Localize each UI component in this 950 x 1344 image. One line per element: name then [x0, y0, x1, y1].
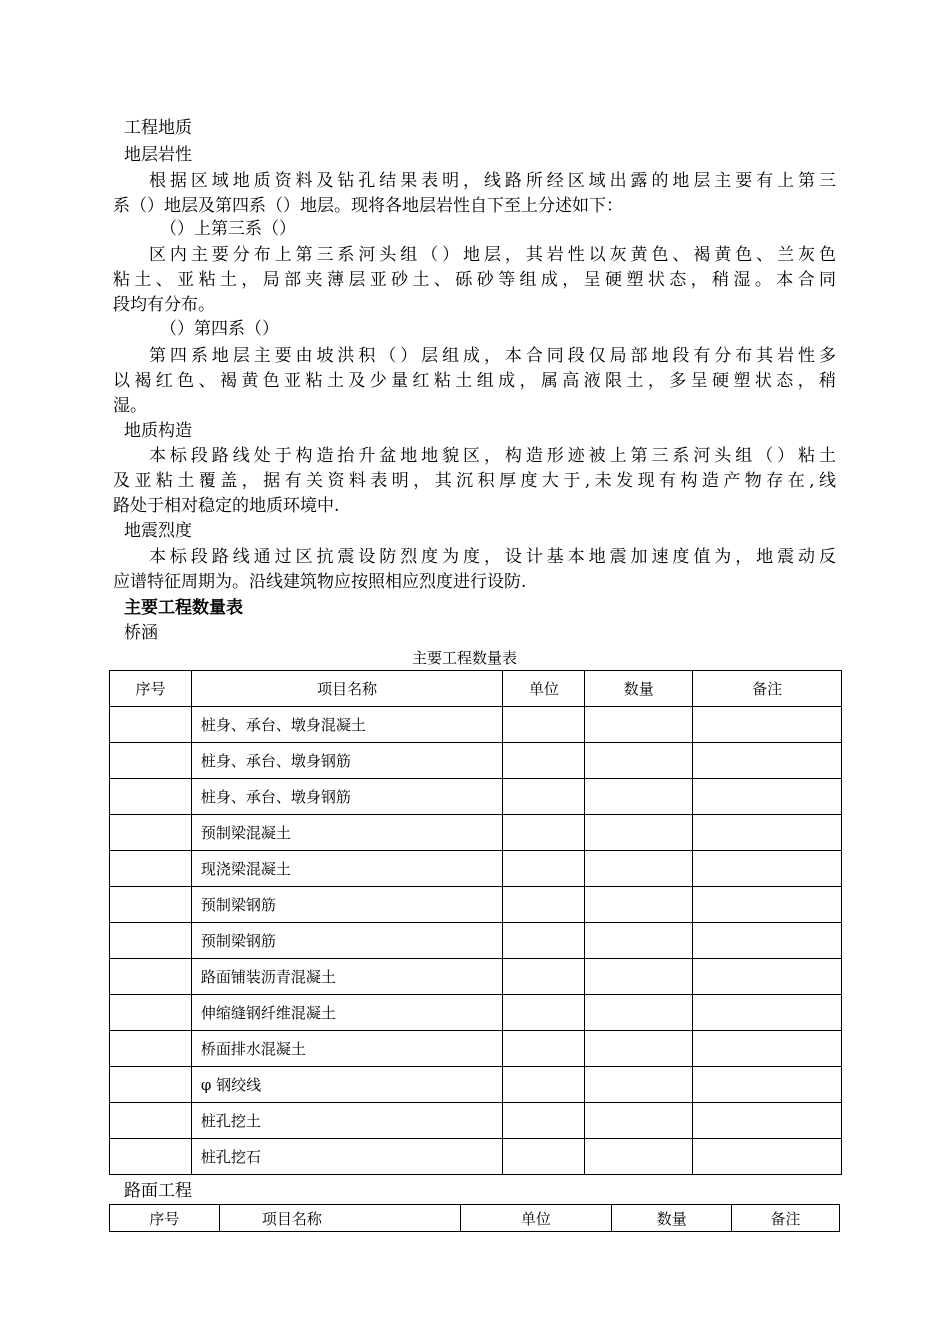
heading-quaternary: （）第四系（） [160, 319, 279, 339]
table-row [110, 959, 842, 995]
heading-geological-structure: 地质构造 [124, 421, 192, 441]
paragraph-line: 第四系地层主要由坡洪积（）层组成，本合同段仅局部地段有分布其岩性多 [149, 346, 836, 366]
item-name-cell: 预制梁钢筋 [191, 887, 503, 923]
paragraph-line: 及亚粘土覆盖，据有关资料表明，其沉积厚度大于,未发现有构造产物存在,线 [113, 471, 836, 491]
paragraph-line: 系（）地层及第四系（）地层。现将各地层岩性自下至上分述如下： [113, 196, 623, 216]
item-name-cell: 路面铺装沥青混凝土 [191, 959, 503, 995]
header-cell: 单位 [503, 671, 585, 707]
paragraph-line: 路处于相对稳定的地质环境中. [113, 496, 340, 516]
item-name-cell: 桥面排水混凝土 [191, 1031, 503, 1067]
table-row [110, 779, 842, 815]
header-cell: 序号 [110, 1205, 220, 1232]
table-row [110, 707, 842, 743]
header-cell: 备注 [693, 671, 842, 707]
table-row [110, 887, 842, 923]
item-name-cell: 桩孔挖石 [191, 1139, 503, 1175]
table-row [110, 923, 842, 959]
heading-seismic-intensity: 地震烈度 [124, 521, 192, 541]
header-cell: 项目名称 [191, 671, 503, 707]
header-cell: 数量 [612, 1205, 732, 1232]
pavement-quantity-table [109, 1204, 840, 1232]
header-cell: 数量 [585, 671, 693, 707]
item-name-cell: 伸缩缝钢纤维混凝土 [191, 995, 503, 1031]
item-name-cell: 桩身、承台、墩身钢筋 [191, 779, 503, 815]
paragraph-line: 本标段路线通过区抗震设防烈度为度，设计基本地震加速度值为，地震动反 [149, 547, 836, 567]
paragraph-line: 根据区域地质资料及钻孔结果表明，线路所经区域出露的地层主要有上第三 [149, 171, 836, 191]
table-row [110, 1067, 842, 1103]
header-cell: 项目名称 [219, 1205, 460, 1232]
table-row [110, 995, 842, 1031]
header-cell: 单位 [460, 1205, 612, 1232]
item-name-cell: 桩身、承台、墩身钢筋 [191, 743, 503, 779]
paragraph-line: 本标段路线处于构造抬升盆地地貌区，构造形迹被上第三系河头组（）粘土 [149, 446, 836, 466]
header-cell: 序号 [110, 671, 192, 707]
heading-strata-lithology: 地层岩性 [124, 145, 192, 165]
table-row [110, 743, 842, 779]
table-row [110, 1103, 842, 1139]
paragraph-line: 以褐红色、褐黄色亚粘土及少量红粘土组成，属高液限土，多呈硬塑状态，稍 [113, 371, 836, 391]
paragraph-line: 应谱特征周期为。沿线建筑物应按照相应烈度进行设防. [113, 572, 527, 592]
item-name-cell: φ 钢绞线 [191, 1067, 503, 1103]
bridge-quantity-table [109, 670, 842, 1175]
item-name-cell: 桩身、承台、墩身混凝土 [191, 707, 503, 743]
table-row [110, 1139, 842, 1175]
heading-pavement-works: 路面工程 [124, 1181, 192, 1201]
table-row [110, 851, 842, 887]
paragraph-line: 段均有分布。 [113, 295, 215, 315]
table-header-row [110, 1205, 840, 1232]
header-cell: 备注 [732, 1205, 840, 1232]
heading-engineering-geology: 工程地质 [124, 118, 192, 138]
heading-bridges-culverts: 桥涵 [124, 623, 158, 643]
table-header-row [110, 671, 842, 707]
heading-main-quantity-table: 主要工程数量表 [124, 598, 243, 618]
heading-tertiary: （）上第三系（） [160, 219, 296, 239]
paragraph-line: 粘土、亚粘土，局部夹薄层亚砂土、砾砂等组成，呈硬塑状态，稍湿。本合同 [113, 270, 836, 290]
paragraph-line: 区内主要分布上第三系河头组（）地层，其岩性以灰黄色、褐黄色、兰灰色 [149, 245, 836, 265]
table-row [110, 1031, 842, 1067]
table-caption: 主要工程数量表 [412, 649, 518, 667]
item-name-cell: 桩孔挖土 [191, 1103, 503, 1139]
item-name-cell: 预制梁钢筋 [191, 923, 503, 959]
table-row [110, 815, 842, 851]
item-name-cell: 现浇梁混凝土 [191, 851, 503, 887]
paragraph-line: 湿。 [113, 396, 147, 416]
item-name-cell: 预制梁混凝土 [191, 815, 503, 851]
